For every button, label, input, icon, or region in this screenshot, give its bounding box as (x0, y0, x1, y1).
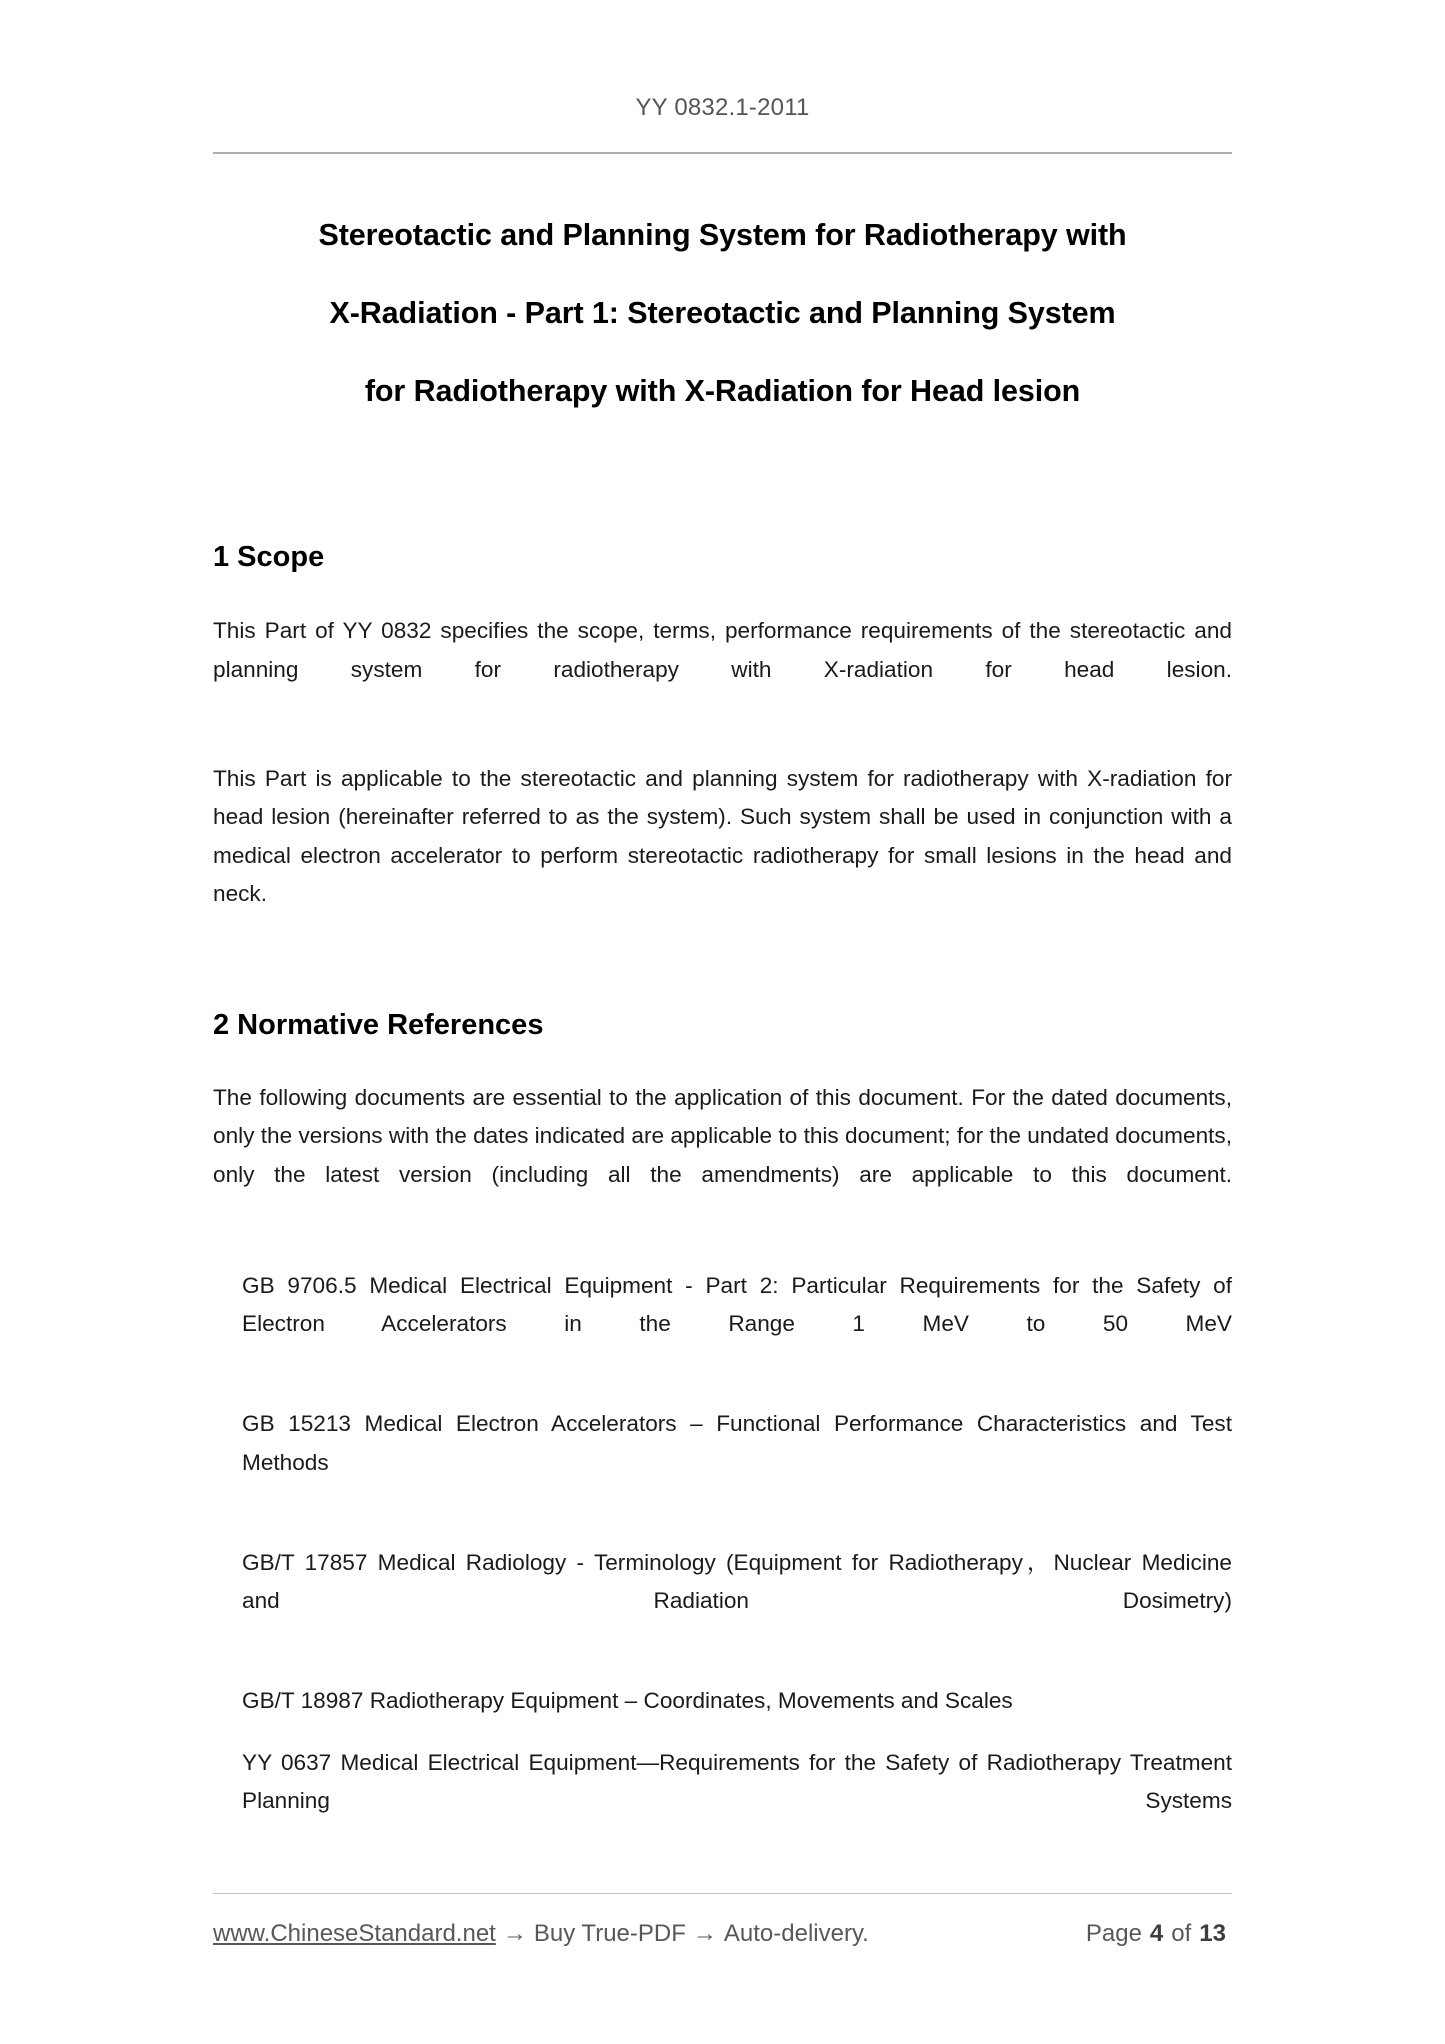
page-title-line-1: Stereotactic and Planning System for Radiotherapy with (318, 218, 1127, 252)
footer-website-link[interactable]: www.ChineseStandard.net (213, 1920, 496, 1947)
list-item: GB/T 17857 Medical Radiology - Terminology (Equipment for Radiotherapy，Nuclear Medicine and Radiation Dosimetry) (242, 1549, 1232, 1614)
arrow-right-icon: → (502, 1920, 527, 1947)
list-item: GB 9706.5 Medical Electrical Equipment - Part 2: Particular Requirements for the Safety of Electron Accelerators in the Range 1 MeV to 50 MeV (242, 1272, 1232, 1337)
footer-promo-buy: Buy True-PDF (533, 1920, 686, 1947)
arrow-right-icon: → (692, 1920, 717, 1947)
scope-paragraph-2: This Part is applicable to the stereotactic and planning system for radiotherapy with X-radiation for head lesion (hereinafter referred to as the system). Such system shall be used in conjunction with a medical electron accelerator to perform stereotactic radiotherapy for small lesions in the head and neck. (213, 765, 1232, 907)
page-footer (213, 1914, 1232, 1954)
scope-paragraph-1: This Part of YY 0832 specifies the scope, terms, performance requirements of the stereotactic and planning system for radiotherapy with X-radiation for head lesion. (213, 618, 1232, 682)
page-current: 4 (1149, 1920, 1164, 1947)
page-label: Page (1085, 1920, 1142, 1947)
page-of-label: of (1171, 1920, 1192, 1947)
page-header (213, 95, 1232, 121)
page-total: 13 (1199, 1920, 1226, 1947)
list-item: YY 0637 Medical Electrical Equipment—Requirements for the Safety of Radiotherapy Treatment Planning Systems (242, 1749, 1232, 1814)
page-title (213, 196, 1232, 430)
standard-code: YY 0832.1-2011 (635, 94, 810, 121)
section-heading-normative-references: 2 Normative References (213, 1009, 544, 1042)
section-heading-scope: 1 Scope (213, 541, 325, 573)
header-divider (213, 152, 1232, 154)
normative-reference-list (213, 1267, 1232, 1860)
page-number-indicator (1086, 1920, 1226, 1948)
normative-references-paragraph-1: The following documents are essential to the application of this document. For the dated documents, only the versions with the dates indicated are applicable to this document; for the undated documents, only the latest version (including all the amendments) are applicable to this document. (213, 1084, 1232, 1187)
footer-divider (213, 1893, 1232, 1894)
page-title-line-3: for Radiotherapy with X-Radiation for Head lesion (364, 374, 1081, 408)
page-title-line-2: X-Radiation - Part 1: Stereotactic and Planning System (329, 296, 1116, 330)
list-item: GB/T 18987 Radiotherapy Equipment – Coordinates, Movements and Scales (242, 1688, 1013, 1714)
list-item: GB 15213 Medical Electron Accelerators – Functional Performance Characteristics and Test Methods (242, 1411, 1232, 1475)
footer-promo (213, 1920, 869, 1948)
footer-promo-delivery: Auto-delivery. (723, 1920, 869, 1947)
document-content (213, 196, 1232, 1882)
